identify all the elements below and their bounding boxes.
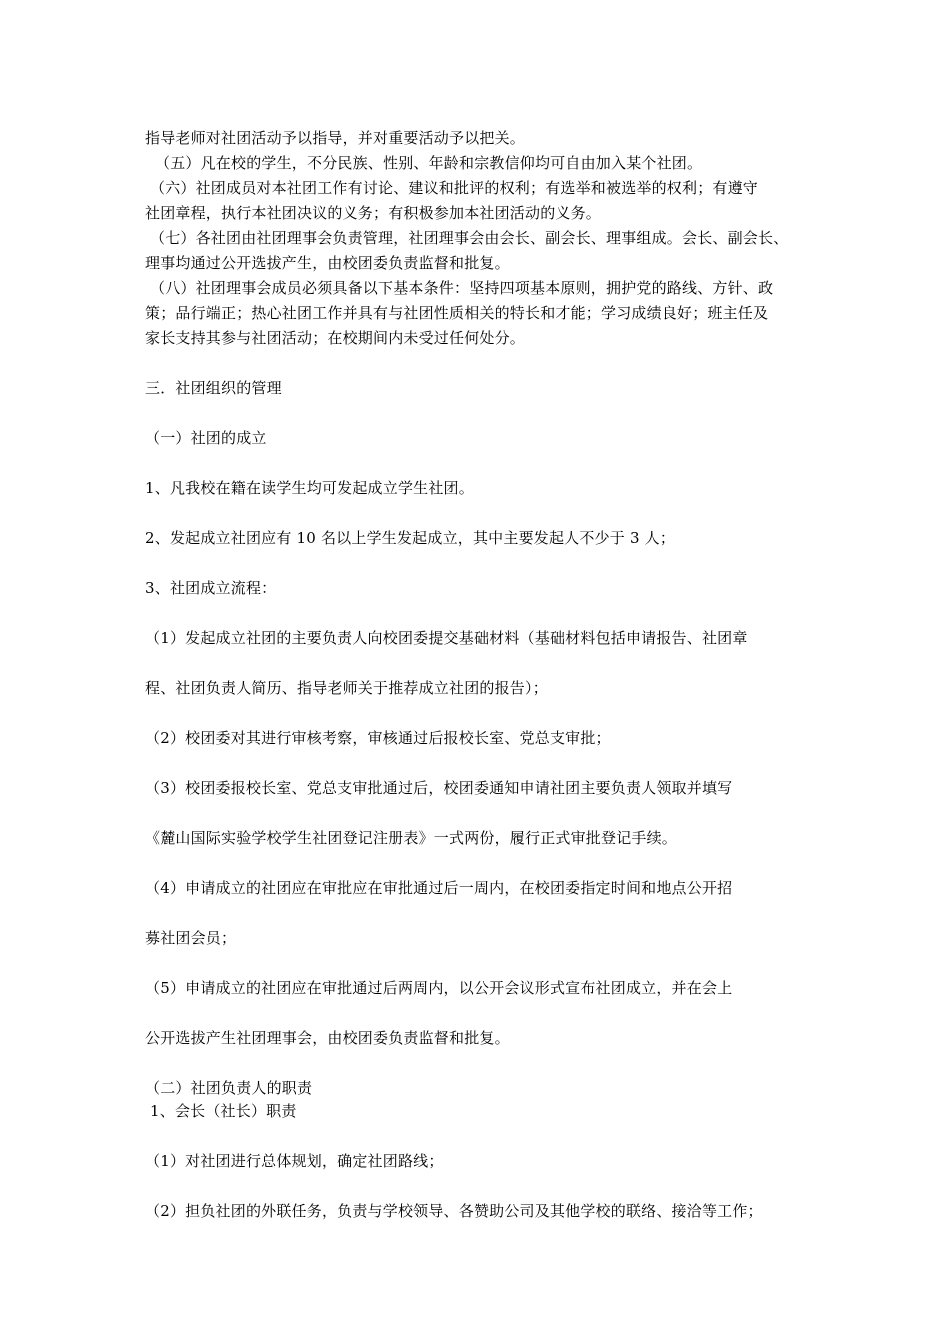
section-heading: 三．社团组织的管理 [145, 379, 282, 397]
text-line: 程、社团负责人简历、指导老师关于推荐成立社团的报告）； [145, 679, 548, 697]
text-line: （1）发起成立社团的主要负责人向校团委提交基础材料（基础材料包括申请报告、社团章 [145, 629, 748, 647]
text-line: 1、会长（社长）职责 [150, 1102, 297, 1120]
text-line: 1、凡我校在籍在读学生均可发起成立学生社团。 [145, 479, 474, 497]
subsection-heading: （一）社团的成立 [145, 429, 267, 447]
text-line: （5）申请成立的社团应在审批通过后两周内，以公开会议形式宣布社团成立，并在会上 [145, 979, 733, 997]
text-line: （八）社团理事会成员必须具备以下基本条件：坚持四项基本原则，拥护党的路线、方针、政 [150, 279, 774, 297]
text-line: （2）校团委对其进行审核考察，审核通过后报校长室、党总支审批； [145, 729, 611, 747]
text-line: 社团章程，执行本社团决议的义务；有积极参加本社团活动的义务。 [145, 204, 602, 222]
text-line: 公开选拔产生社团理事会，由校团委负责监督和批复。 [145, 1029, 510, 1047]
text-line: 《麓山国际实验学校学生社团登记注册表》一式两份，履行正式审批登记手续。 [145, 829, 678, 847]
text-line: 家长支持其参与社团活动；在校期间内未受过任何处分。 [145, 329, 526, 347]
subsection-heading: （二）社团负责人的职责 [145, 1079, 313, 1097]
text-line: 策；品行端正；热心社团工作并具有与社团性质相关的特长和才能；学习成绩良好；班主任及 [145, 304, 769, 322]
text-line: （3）校团委报校长室、党总支审批通过后，校团委通知申请社团主要负责人领取并填写 [145, 779, 733, 797]
text-line: 2、发起成立社团应有 10 名以上学生发起成立，其中主要发起人不少于 3 人； [145, 529, 676, 547]
text-line: （1）对社团进行总体规划，确定社团路线； [145, 1152, 444, 1170]
text-line: 3、社团成立流程： [145, 579, 277, 597]
text-line: （4）申请成立的社团应在审批应在审批通过后一周内，在校团委指定时间和地点公开招 [145, 879, 733, 897]
text-line: （六）社团成员对本社团工作有讨论、建议和批评的权利；有选举和被选举的权利；有遵守 [150, 179, 759, 197]
text-line: （五）凡在校的学生，不分民族、性别、年龄和宗教信仰均可自由加入某个社团。 [155, 154, 703, 172]
text-line: 募社团会员； [145, 929, 237, 947]
text-line: （2）担负社团的外联任务，负责与学校领导、各赞助公司及其他学校的联络、接洽等工作； [145, 1202, 763, 1220]
text-line: 指导老师对社团活动予以指导，并对重要活动予以把关。 [145, 129, 526, 147]
text-line: 理事均通过公开选拔产生，由校团委负责监督和批复。 [145, 254, 510, 272]
text-line: （七）各社团由社团理事会负责管理，社团理事会由会长、副会长、理事组成。会长、副会长、 [150, 229, 789, 247]
